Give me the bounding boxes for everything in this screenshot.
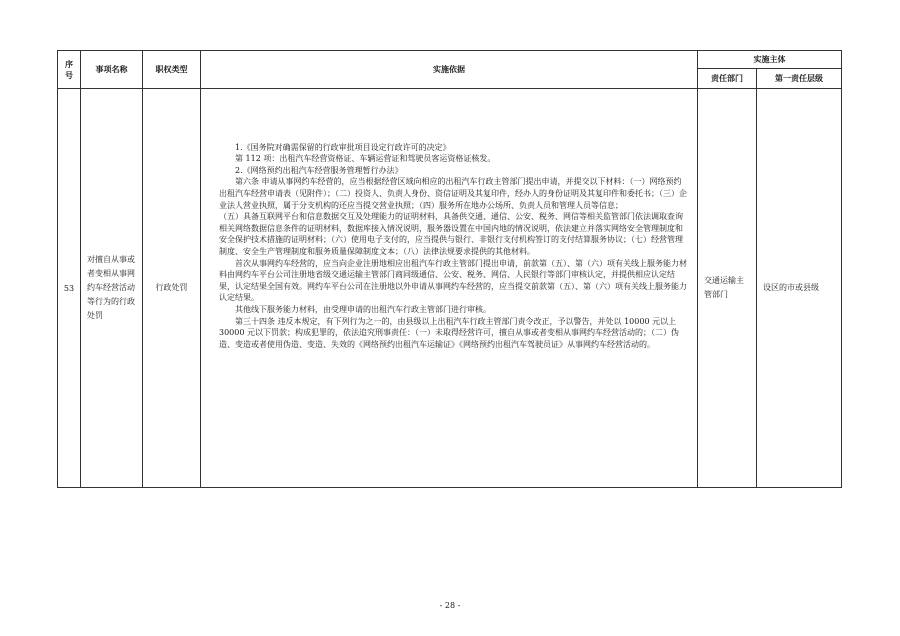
basis-first-application: 首次从事网约车经营的，应当向企业注册地相应出租汽车行政主管部门提出申请，前款第（五）、第（六）项有关线上服务能力材料由网约车平台公司注册地省级交通运输主管部门商同级通信、公安、税务、网信、人民银行等部门审核认定，并提供相应认定结果，认定结果全国有效。网约车平台公司在注册地以外申请从事网约车经营的，应当提交前款第（五）、第（六）项有关线上服务能力认定结果。 — [219, 258, 687, 303]
basis-offline-materials: 其他线下服务能力材料，由受理申请的出租汽车行政主管部门进行审核。 — [235, 304, 491, 314]
table-row — [58, 89, 842, 488]
basis-line-2: 第 112 项：出租汽车经营资格证、车辆运营证和驾驶员客运资格证核发。 — [235, 154, 496, 164]
row-level: 设区的市或县级 — [757, 89, 842, 488]
basis-article-6: 第六条 申请从事网约车经营的，应当根据经营区域向相应的出租汽车行政主管部门提出申请，并提交以下材料：（一）网络预约出租汽车经营申请表（见附件）；（二）投资人、负责人身份、资信证明及其复印件，经办人的身份证明及其复印件和委托书；（三）企业法人营业执照，属于分支机构的还应当提交营业执照；（四）服务所在地办公场所、负责人员和管理人员等信息； — [219, 177, 687, 210]
basis-article-6-cont: （五）具备互联网平台和信息数据交互及处理能力的证明材料，具备供交通、通信、公安、税务、网信等相关监管部门依法调取查询相关网络数据信息条件的证明材料，数据库接入情况说明，服务器设置在中国内地的情况说明，依法建立并落实网络安全管理制度和安全保护技术措施的证明材料；（六）使用电子支付的，应当提供与银行、非银行支付机构签订的支付结算服务协议；（七）经营管理制度、安全生产管理制度和服务质量保障制度文本；（八）法律法规要求提供的其他材料。 — [219, 212, 683, 256]
row-dept: 交通运输主管部门 — [698, 89, 757, 488]
row-seq: 53 — [58, 89, 81, 488]
header-basis: 实施依据 — [201, 51, 698, 89]
basis-line-3: 2.《网络预约出租汽车经营服务管理暂行办法》 — [235, 165, 403, 175]
row-name: 对擅自从事或者变相从事网约车经营活动等行为的行政处罚 — [81, 89, 143, 488]
basis-article-34: 第三十四条 违反本规定，有下列行为之一的，由县级以上出租汽车行政主管部门责令改正，予以警告，并处以 10000 元以上 30000 元以下罚款；构成犯罪的，依法追究刑事责任：（一）未取得经营许可，擅自从事或者变相从事网约车经营活动的；（二）伪造、变造或者使用伪造、变造、失效的《网络预约出租汽车运输证》《网络预约出租汽车驾驶员证》从事网约车经营活动的。 — [219, 316, 679, 349]
header-name: 事项名称 — [81, 51, 143, 89]
header-dept: 责任部门 — [698, 69, 757, 89]
page-number: - 28 - — [439, 601, 461, 610]
header-level: 第一责任层级 — [757, 69, 842, 89]
row-type: 行政处罚 — [143, 89, 201, 488]
row-basis — [201, 89, 698, 488]
header-subject: 实施主体 — [698, 51, 842, 69]
header-type: 职权类型 — [143, 51, 201, 89]
header-seq: 序号 — [58, 51, 81, 89]
authority-table — [57, 50, 842, 488]
basis-line-1: 1.《国务院对确需保留的行政审批项目设定行政许可的决定》 — [235, 142, 451, 152]
